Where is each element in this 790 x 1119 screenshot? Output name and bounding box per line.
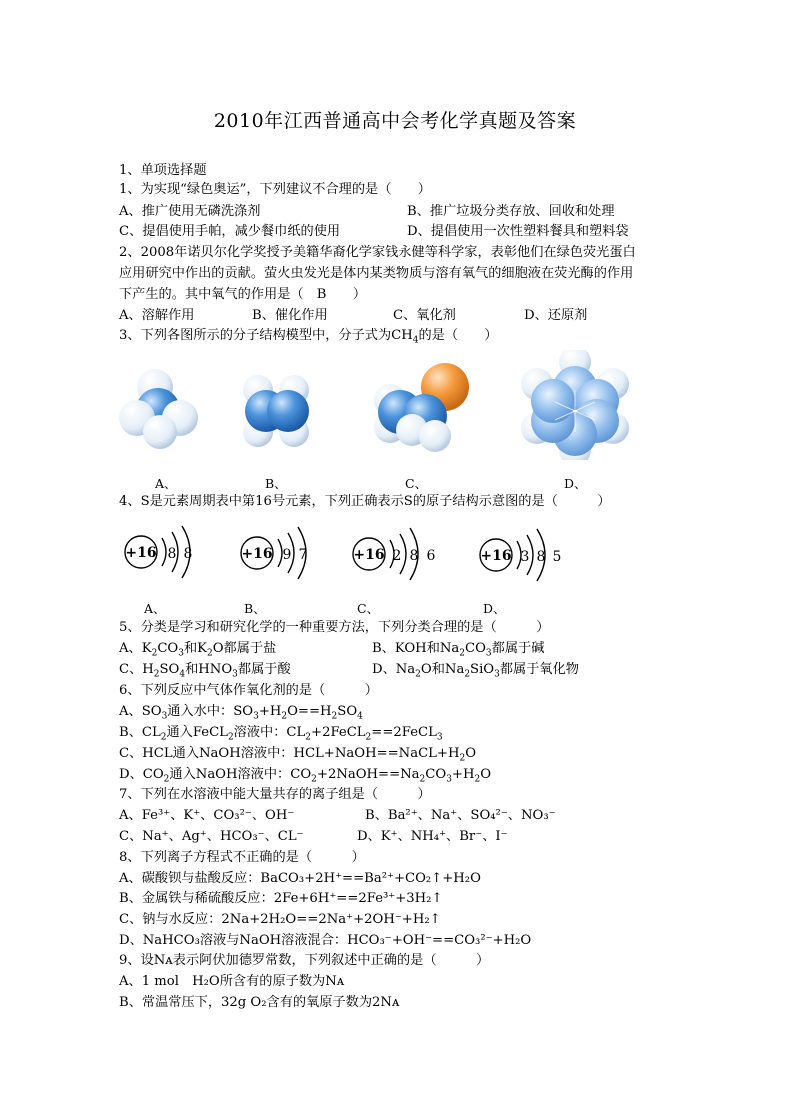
- atom-d-shell-2: 8: [536, 549, 546, 565]
- q2-option-c: C、氧化剂: [393, 308, 456, 323]
- q1-option-d: D、提倡使用一次性塑料餐具和塑料袋: [407, 224, 629, 239]
- q9-option-b: B、常温常压下，32g O₂含有的氧原子数为2Nᴀ: [119, 995, 400, 1010]
- molecule-models: [100, 350, 660, 460]
- q7-option-d: D、K⁺、NH₄⁺、Br⁻、I⁻: [357, 829, 508, 844]
- molecule-c: [374, 363, 469, 452]
- atom-b-nucleus: +16: [241, 546, 273, 562]
- atom-a-shell-2: 8: [183, 546, 193, 562]
- atom-c-nucleus: +16: [353, 547, 385, 563]
- atom-c-shell-2: 8: [409, 548, 419, 564]
- q6-option-a: A、$SO_3$通入水中：$SO_3+H_2O==H_2SO_4$: [119, 704, 363, 722]
- q2-stem-line1: 2、2008年诺贝尔化学奖授予美籍华裔化学家钱永健等科学家，表彰他们在绿色荧光蛋白: [119, 245, 636, 260]
- q2-option-a: A、溶解作用: [119, 308, 195, 323]
- q9-stem: 9、设Nᴀ表示阿伏加德罗常数，下列叙述中正确的是（ ）: [119, 953, 490, 968]
- q3-label-a: A、: [155, 476, 177, 491]
- atom-a-nucleus: +16: [125, 545, 157, 561]
- molecule-a: [119, 369, 198, 449]
- molecule-b: [243, 375, 309, 447]
- section-heading: 1、单项选择题: [119, 163, 207, 178]
- q3-label-c: C、: [405, 476, 428, 491]
- atom-b-shell-2: 7: [298, 547, 308, 563]
- q3-stem: 3、下列各图所示的分子结构模型中，分子式为$CH_4$的是（ ）: [119, 328, 498, 346]
- q8-option-a: A、碳酸钡与盐酸反应：BaCO₃+2H⁺==Ba²⁺+CO₂↑+H₂O: [119, 871, 481, 886]
- q8-option-b: B、金属铁与稀硫酸反应：2Fe+6H⁺==2Fe³⁺+3H₂↑: [119, 891, 443, 906]
- q3-label-b: B、: [265, 476, 287, 491]
- q1-stem: 1、为实现“绿色奥运”，下列建议不合理的是（ ）: [119, 182, 431, 197]
- atom-d-nucleus: +16: [480, 548, 512, 564]
- q1-option-a: A、推广使用无磷洗涤剂: [119, 204, 261, 219]
- q2-stem-line2: 应用研究中作出的贡献。萤火虫发光是体内某类物质与溶有氧气的细胞液在荧光酶的作用: [119, 266, 634, 281]
- q1-option-b: B、推广垃圾分类存放、回收和处理: [407, 204, 615, 219]
- q4-label-c: C、: [357, 601, 380, 616]
- q5-option-a: A、$K_2CO_3$和$K_2O$都属于盐: [119, 641, 277, 659]
- q6-option-c: C、HCL通入NaOH溶液中：$HCL+NaOH==NaCL+H_2O$: [119, 746, 477, 764]
- q6-option-b: B、$CL_2$通入FeCL$_2$溶液中：$CL_2+2FeCL_2==2FeCL_3$: [119, 725, 443, 743]
- page-title: 2010年江西普通高中会考化学真题及答案: [213, 110, 577, 132]
- q7-stem: 7、下列在水溶液中能大量共存的离子组是（ ）: [119, 787, 431, 802]
- atom-c-shell-3: 6: [426, 548, 436, 564]
- q8-stem: 8、下列离子方程式不正确的是（ ）: [119, 850, 365, 865]
- q8-option-c: C、钠与水反应：2Na+2H₂O==2Na⁺+2OH⁻+H₂↑: [119, 912, 441, 927]
- atom-b-shell-1: 9: [282, 547, 292, 563]
- q4-stem: 4、S是元素周期表中第16号元素，下列正确表示S的原子结构示意图的是（ ）: [119, 494, 611, 509]
- q9-option-a: A、1 mol H₂O所含有的原子数为Nᴀ: [119, 974, 345, 989]
- q7-option-c: C、Na⁺、Ag⁺、HCO₃⁻、CL⁻: [119, 829, 304, 844]
- q5-option-c: C、$H_2SO_4$和$HNO_3$都属于酸: [119, 662, 291, 680]
- q5-option-b: B、KOH和$Na_2CO_3$都属于碱: [372, 641, 545, 659]
- q2-option-d: D、还原剂: [524, 308, 588, 323]
- atom-c-shell-1: 2: [392, 548, 402, 564]
- q7-option-b: B、Ba²⁺、Na⁺、SO₄²⁻、NO₃⁻: [365, 808, 556, 823]
- q5-stem: 5、分类是学习和研究化学的一种重要方法，下列分类合理的是（ ）: [119, 620, 550, 635]
- q6-stem: 6、下列反应中气体作氧化剂的是（ ）: [119, 683, 378, 698]
- atom-d-shell-3: 5: [552, 549, 562, 565]
- q5-option-d: D、$Na_2O$和$Na_2SiO_3$都属于氧化物: [372, 662, 579, 680]
- molecule-d: [521, 350, 629, 460]
- q2-stem-line3: 下产生的。其中氧气的作用是（ B ）: [119, 287, 367, 302]
- q6-option-d: D、$CO_2$通入NaOH溶液中：$CO_2+2NaOH==Na_2CO_3+H_2O$: [119, 767, 492, 785]
- q4-label-d: D、: [483, 601, 506, 616]
- q4-label-b: B、: [244, 601, 266, 616]
- atom-diagrams: [110, 520, 580, 595]
- atom-a-shell-1: 8: [167, 546, 177, 562]
- q1-option-c: C、提倡使用手帕，减少餐巾纸的使用: [119, 224, 341, 239]
- q7-option-a: A、Fe³⁺、K⁺、CO₃²⁻、OH⁻: [119, 808, 295, 823]
- atom-d-shell-1: 3: [520, 549, 530, 565]
- q3-label-d: D、: [564, 476, 587, 491]
- q8-option-d: D、NaHCO₃溶液与NaOH溶液混合：HCO₃⁻+OH⁻==CO₃²⁻+H₂O: [119, 933, 532, 948]
- q4-label-a: A、: [144, 601, 166, 616]
- q2-option-b: B、催化作用: [252, 308, 328, 323]
